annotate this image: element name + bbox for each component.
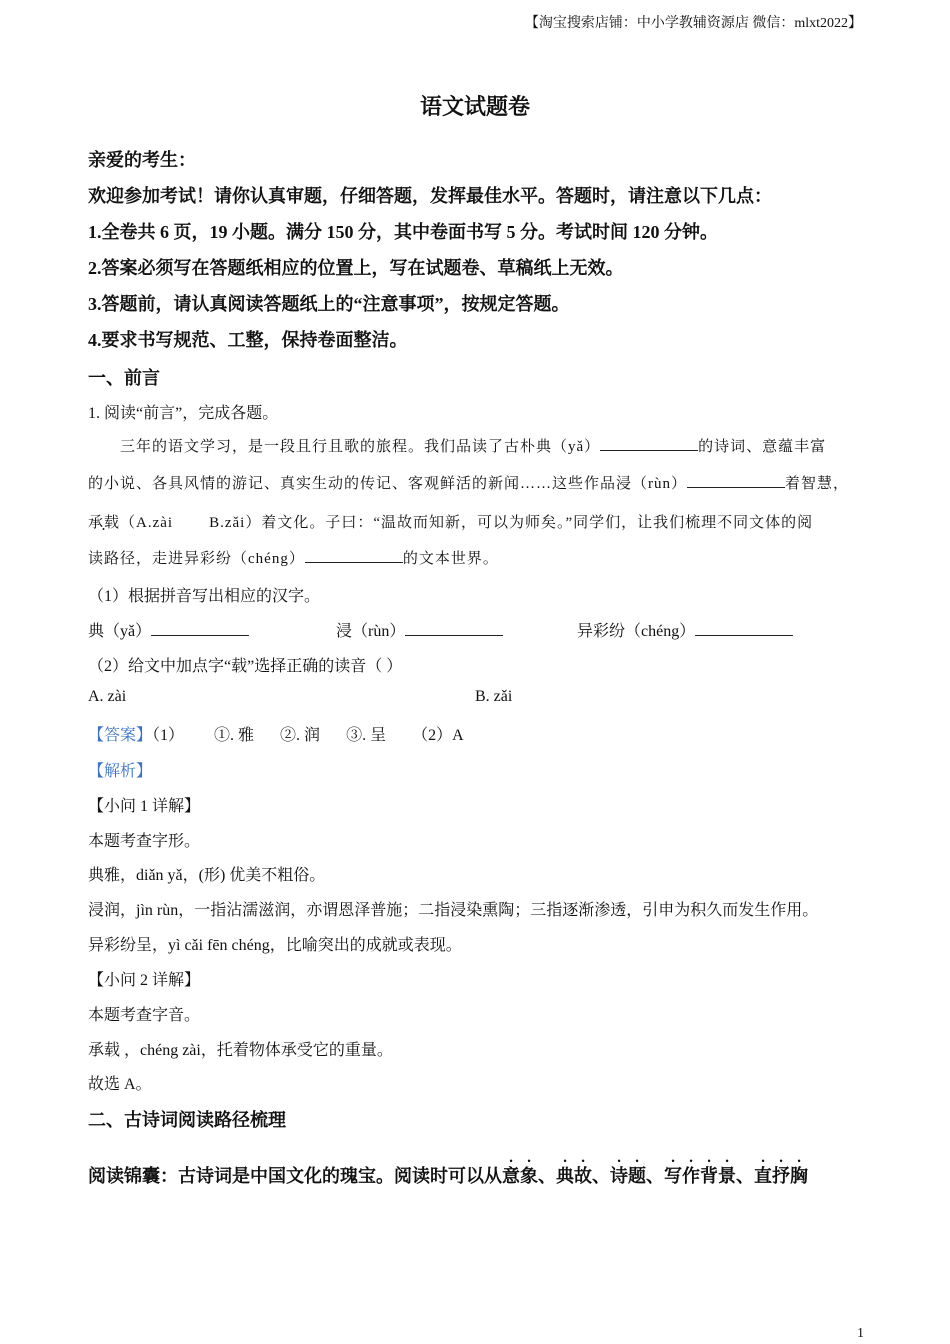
- dotted-term: 直抒胸: [754, 1166, 808, 1186]
- sub-question: （2）给文中加点字“载”选择正确的读音（ ）: [88, 658, 403, 675]
- detail-line: 浸润，jìn rùn，一指沾濡滋润，亦谓恩泽普施；二指浸染熏陶；三指逐渐渗透，引申为积久而发生作用。: [88, 902, 819, 919]
- passage-line: 承载（A.zài B.zǎi）着文化。子曰：“温故而知新，可以为师矣。”同学们，让我们梳理不同文体的阅: [88, 511, 813, 532]
- fill-item: 典（yǎ）: [88, 618, 249, 641]
- answer-blank: [405, 621, 503, 636]
- reading-tip: 阅读锦囊：古诗词是中国文化的瑰宝。阅读时可以从意象、典故、诗题、写作背景、直抒胸: [88, 1166, 808, 1186]
- answer-tag: 【答案】: [88, 727, 153, 744]
- detail-title: 【小问 2 详解】: [88, 972, 201, 989]
- question-prompt: 1. 阅读“前言”，完成各题。: [88, 405, 279, 422]
- header-note: 【淘宝搜索店铺：中小学教辅资源店 微信：mlxt2022】: [524, 16, 862, 31]
- answer-blank: [151, 621, 249, 636]
- answer-blank: [600, 436, 698, 451]
- dotted-term: 写作背景: [664, 1166, 736, 1186]
- option-a: A. zài: [88, 688, 127, 705]
- analysis-tag: 【解析】: [88, 763, 153, 780]
- detail-line: 故选 A。: [88, 1076, 152, 1093]
- dotted-char: 承载: [88, 515, 121, 531]
- instruction-item: 4.要求书写规范、工整，保持卷面整洁。: [88, 330, 408, 350]
- dotted-term: 诗题: [610, 1166, 646, 1186]
- option-b: B. zǎi: [475, 688, 513, 705]
- answer-blank: [695, 621, 793, 636]
- detail-line: 典雅，diǎn yǎ，(形) 优美不粗俗。: [88, 867, 326, 884]
- passage-line: 读路径，走进异彩纷（chéng） 的文本世界。: [88, 547, 499, 568]
- dotted-term: 典故: [556, 1166, 592, 1186]
- detail-line: 本题考查字音。: [88, 1007, 201, 1024]
- answer-blank: [305, 548, 403, 563]
- instruction-item: 1.全卷共 6 页，19 小题。满分 150 分，其中卷面书写 5 分。考试时间 120 分钟。: [88, 222, 718, 242]
- fill-item: 浸（rùn）: [336, 618, 503, 641]
- passage-line: 三年的语文学习，是一段且行且歌的旅程。我们品读了古朴典（yǎ） 的诗词、意蕴丰富: [120, 435, 826, 456]
- dotted-term: 意象: [502, 1166, 538, 1186]
- greeting: 亲爱的考生：: [88, 150, 196, 170]
- instructions-intro: 欢迎参加考试！请你认真审题，仔细答题，发挥最佳水平。答题时，请注意以下几点：: [88, 186, 772, 206]
- answer-blank: [687, 473, 785, 488]
- detail-line: 承载 ，chéng zài，托着物体承受它的重量。: [88, 1042, 393, 1059]
- section-heading: 二、古诗词阅读路径梳理: [88, 1110, 286, 1130]
- fill-item: 异彩纷（chéng）: [577, 618, 793, 641]
- instruction-item: 2.答案必须写在答题纸相应的位置上，写在试题卷、草稿纸上无效。: [88, 258, 624, 278]
- section-heading: 一、前言: [88, 368, 160, 388]
- detail-line: 本题考查字形。: [88, 833, 201, 850]
- detail-title: 【小问 1 详解】: [88, 798, 201, 815]
- page-title: 语文试题卷: [419, 94, 530, 119]
- instruction-item: 3.答题前，请认真阅读答题纸上的“注意事项”，按规定答题。: [88, 294, 570, 314]
- page-number: 1: [857, 1326, 864, 1341]
- passage-line: 的小说、各具风情的游记、真实生动的传记、客观鲜活的新闻……这些作品浸（rùn） 着智慧，: [88, 472, 849, 493]
- detail-line: 异彩纷呈，yì cǎi fēn chéng，比喻突出的成就或表现。: [88, 937, 462, 954]
- sub-question: （1）根据拼音写出相应的汉字。: [88, 588, 321, 605]
- answer-line: 【答案】（1） ①. 雅 ②. 润 ③. 呈 （2）A: [88, 727, 464, 744]
